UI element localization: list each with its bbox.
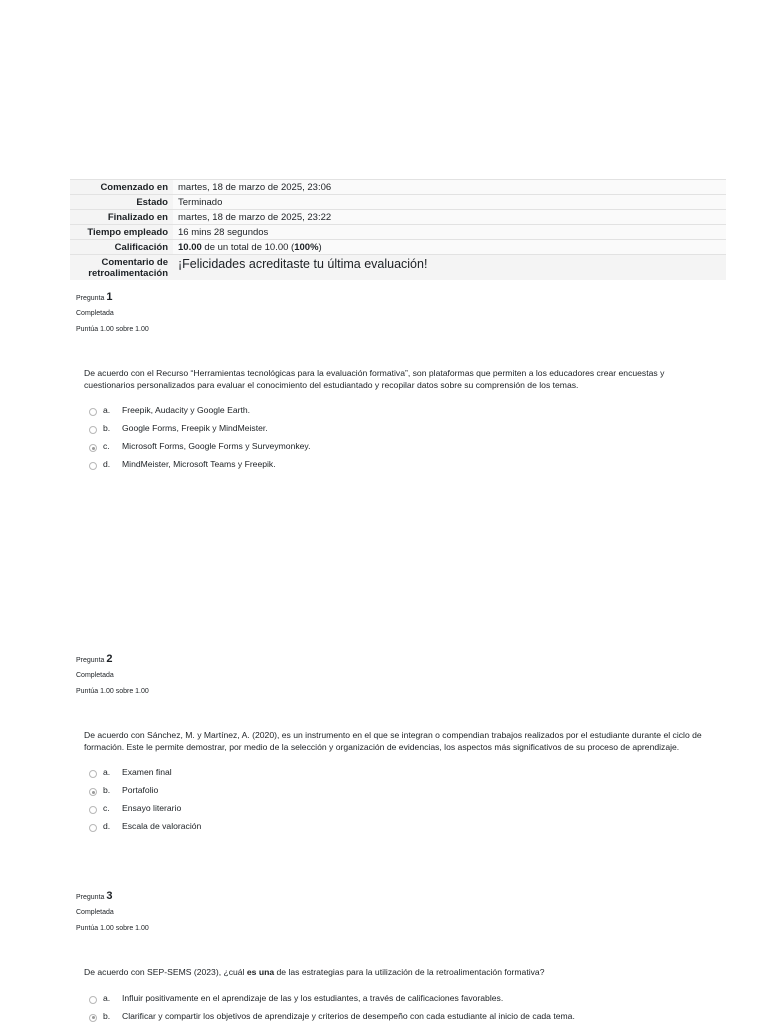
- answer-letter: a.: [103, 767, 111, 778]
- grade-total: de un total de 10.00 (: [201, 242, 295, 253]
- question-state: Completada: [76, 672, 114, 679]
- answer-option[interactable]: [89, 817, 716, 835]
- radio-button-selected[interactable]: [89, 444, 97, 452]
- question-text: De acuerdo con Sánchez, M. y Martínez, A. (2020), es un instrumento en el que se integran o compendian trabajos realizados por el estudiante durante el ciclo de formación. Este le permite demostrar, por medio de la selección y organización de evidencias, los aspectos más significativos de su proceso de aprendizaje.: [84, 730, 702, 752]
- answer-letter: a.: [103, 992, 111, 1003]
- answer-option[interactable]: [89, 437, 716, 455]
- summary-value: martes, 18 de marzo de 2025, 23:06: [173, 180, 726, 195]
- grade-percent: 100%: [294, 242, 319, 253]
- answer-option[interactable]: [89, 455, 716, 473]
- question-grade: Puntúa 1.00 sobre 1.00: [76, 326, 149, 333]
- radio-button[interactable]: [89, 408, 97, 416]
- answer-letter: c.: [103, 803, 110, 814]
- summary-label: Finalizado en: [70, 210, 173, 225]
- answer-letter: b.: [103, 423, 111, 434]
- question-info: [76, 891, 716, 939]
- answer-text: Portafolio: [122, 785, 159, 796]
- question-3: [76, 891, 716, 1025]
- answer-letter: d.: [103, 459, 111, 470]
- question-text-emphasis: es una: [246, 967, 275, 977]
- question-grade: Puntúa 1.00 sobre 1.00: [76, 688, 149, 695]
- radio-button[interactable]: [89, 426, 97, 434]
- summary-row-started: [70, 180, 726, 195]
- summary-value: 16 mins 28 segundos: [173, 225, 726, 240]
- answer-option[interactable]: [89, 401, 716, 419]
- summary-value: [173, 240, 726, 255]
- question-number: 2: [106, 653, 113, 665]
- radio-button[interactable]: [89, 770, 97, 778]
- summary-label: Comenzado en: [70, 180, 173, 195]
- radio-button[interactable]: [89, 824, 97, 832]
- question-number: 3: [106, 890, 113, 902]
- question-2: [76, 654, 716, 835]
- answer-option[interactable]: [89, 763, 716, 781]
- radio-button-selected[interactable]: [89, 1014, 97, 1022]
- radio-button[interactable]: [89, 996, 97, 1004]
- question-text-start: De acuerdo con SEP-SEMS (2023), ¿cuál: [84, 967, 247, 977]
- question-info: [76, 654, 716, 702]
- grade-value: 10.00: [178, 242, 202, 253]
- question-prefix: Pregunta: [76, 295, 105, 302]
- answer-option[interactable]: [89, 419, 716, 437]
- question-text: De acuerdo con el Recurso “Herramientas tecnológicas para la evaluación formativa”, son plataformas que permiten a los educadores crear encuestas y cuestionarios personalizados para evaluar el conocimiento del estudiantado y recopilar datos sobre su comprensión de los temas.: [84, 368, 665, 390]
- answer-text: Clarificar y compartir los objetivos de aprendizaje y criterios de desempeño con cada estudiante al inicio de cada tema.: [122, 1010, 575, 1021]
- answer-list: [89, 989, 716, 1025]
- answer-text: MindMeister, Microsoft Teams y Freepik.: [122, 459, 276, 470]
- attempt-summary-table: [70, 179, 726, 280]
- summary-label: Estado: [70, 195, 173, 210]
- answer-list: [89, 401, 716, 473]
- question-prefix: Pregunta: [76, 894, 105, 901]
- summary-value: martes, 18 de marzo de 2025, 23:22: [173, 210, 726, 225]
- summary-value: Terminado: [173, 195, 726, 210]
- answer-letter: d.: [103, 821, 111, 832]
- feedback-text: ¡Felicidades acreditaste tu última evaluación!: [173, 255, 726, 281]
- answer-option[interactable]: [89, 1007, 716, 1025]
- answer-text: Ensayo literario: [122, 803, 182, 814]
- answer-text: Escala de valoración: [122, 821, 202, 832]
- question-1: [76, 292, 716, 473]
- summary-row-finished: [70, 210, 726, 225]
- answer-letter: b.: [103, 785, 111, 796]
- answer-text: Microsoft Forms, Google Forms y Surveymonkey.: [122, 441, 311, 452]
- summary-label: Comentario de retroalimentación: [70, 255, 173, 281]
- question-state: Completada: [76, 909, 114, 916]
- question-state: Completada: [76, 310, 114, 317]
- answer-letter: c.: [103, 441, 110, 452]
- answer-text: Examen final: [122, 767, 172, 778]
- answer-option[interactable]: [89, 989, 716, 1007]
- summary-label: Tiempo empleado: [70, 225, 173, 240]
- answer-text: Google Forms, Freepik y MindMeister.: [122, 423, 268, 434]
- radio-button[interactable]: [89, 806, 97, 814]
- radio-button-selected[interactable]: [89, 788, 97, 796]
- question-text: [84, 967, 704, 979]
- answer-text: Freepik, Audacity y Google Earth.: [122, 405, 251, 416]
- answer-letter: a.: [103, 405, 111, 416]
- grade-close: ): [318, 242, 322, 253]
- answer-text: Influir positivamente en el aprendizaje de las y los estudiantes, a través de calificaciones favorables.: [122, 992, 504, 1003]
- question-grade: Puntúa 1.00 sobre 1.00: [76, 925, 149, 932]
- radio-button[interactable]: [89, 462, 97, 470]
- question-text-end: de las estrategias para la utilización de la retroalimentación formativa?: [274, 967, 545, 977]
- answer-letter: b.: [103, 1010, 111, 1021]
- summary-row-feedback: [70, 255, 726, 281]
- summary-label: Calificación: [70, 240, 173, 255]
- summary-row-grade: [70, 240, 726, 255]
- summary-row-time: [70, 225, 726, 240]
- answer-option[interactable]: [89, 799, 716, 817]
- question-number: 1: [106, 291, 113, 303]
- answer-option[interactable]: [89, 781, 716, 799]
- answer-list: [89, 763, 716, 835]
- question-prefix: Pregunta: [76, 657, 105, 664]
- summary-row-state: [70, 195, 726, 210]
- question-info: [76, 292, 716, 340]
